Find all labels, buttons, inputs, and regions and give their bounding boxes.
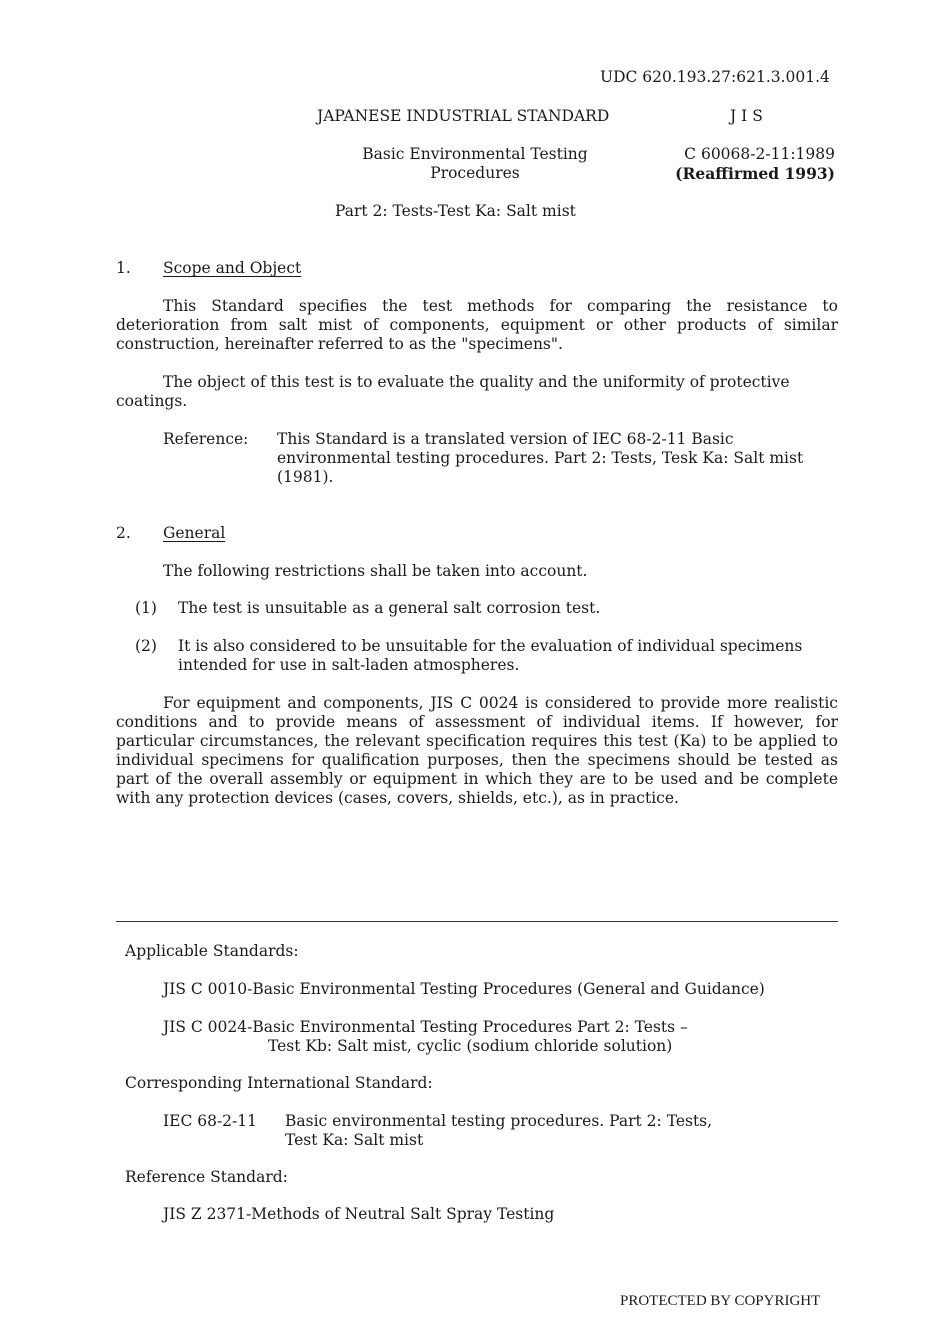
list-item-2-marker: (2) [135,637,157,655]
international-standard-line-2: Test Ka: Salt mist [285,1131,424,1149]
section-1-title: Scope and Object [163,259,302,277]
section-2-paragraph: For equipment and components, JIS C 0024 is considered to provide more realistic conditions and to provide means of assessment of individual items. If however, for particular circumstances, the relevant specification requires this test (Ka) to be applied to individual specimens for qualification purposes, then the specimens should be tested as part of the overall assembly or equipment in which they are to be used and be complete with any protection devices (cases, covers, shields, etc.), as in practice. [116,694,838,807]
section-2-number: 2. [116,524,131,542]
standard-number: C 60068-2-11:1989 [684,145,835,163]
title-line-2: Procedures [430,164,520,182]
list-item-1-text: The test is unsuitable as a general salt corrosion test. [178,599,601,617]
applicable-standard-2-line-1: JIS C 0024-Basic Environmental Testing Procedures Part 2: Tests – [163,1018,688,1036]
org-title: JAPANESE INDUSTRIAL STANDARD [317,107,610,125]
title-line-1: Basic Environmental Testing [362,145,588,163]
international-standard-code: IEC 68-2-11 [163,1112,258,1130]
list-item-2-text: It is also considered to be unsuitable for the evaluation of individual specimens intended for use in salt-laden atmospheres. [178,637,803,674]
section-2-intro: The following restrictions shall be taken into account. [163,562,588,580]
international-standard-line-1: Basic environmental testing procedures. Part 2: Tests, [285,1112,713,1130]
section-1-number: 1. [116,259,131,277]
applicable-standards-heading: Applicable Standards: [125,942,299,960]
document-subtitle: Part 2: Tests-Test Ka: Salt mist [335,202,576,220]
jis-mark: J I S [730,107,763,125]
list-item-1-marker: (1) [135,599,157,617]
reference-text: This Standard is a translated version of IEC 68-2-11 Basic environmental testing procedures. Part 2: Tests, Tesk Ka: Salt mist (1981). [277,430,804,486]
reference-standard-heading: Reference Standard: [125,1168,288,1186]
reaffirmed-date: (Reaffirmed 1993) [675,164,835,183]
reference-label: Reference: [163,430,249,448]
applicable-standard-2-line-2: Test Kb: Salt mist, cyclic (sodium chloride solution) [268,1037,673,1055]
document-title [340,145,610,183]
udc-number: UDC 620.193.27:621.3.001.4 [600,68,830,86]
international-standard-heading: Corresponding International Standard: [125,1074,433,1092]
copyright-notice: PROTECTED BY COPYRIGHT [620,1293,821,1309]
applicable-standard-1: JIS C 0010-Basic Environmental Testing Procedures (General and Guidance) [163,980,765,998]
section-1-paragraph-1: This Standard specifies the test methods for comparing the resistance to deterioration from salt mist of components, equipment or other products of similar construction, hereinafter referred to as the "specimens". [116,297,838,353]
standard-number-block [640,145,835,183]
reference-standard-1: JIS Z 2371-Methods of Neutral Salt Spray Testing [163,1205,555,1223]
footnote-divider [116,921,838,922]
section-1-paragraph-2: The object of this test is to evaluate the quality and the uniformity of protective coatings. [116,373,790,410]
section-2-title: General [163,524,226,542]
